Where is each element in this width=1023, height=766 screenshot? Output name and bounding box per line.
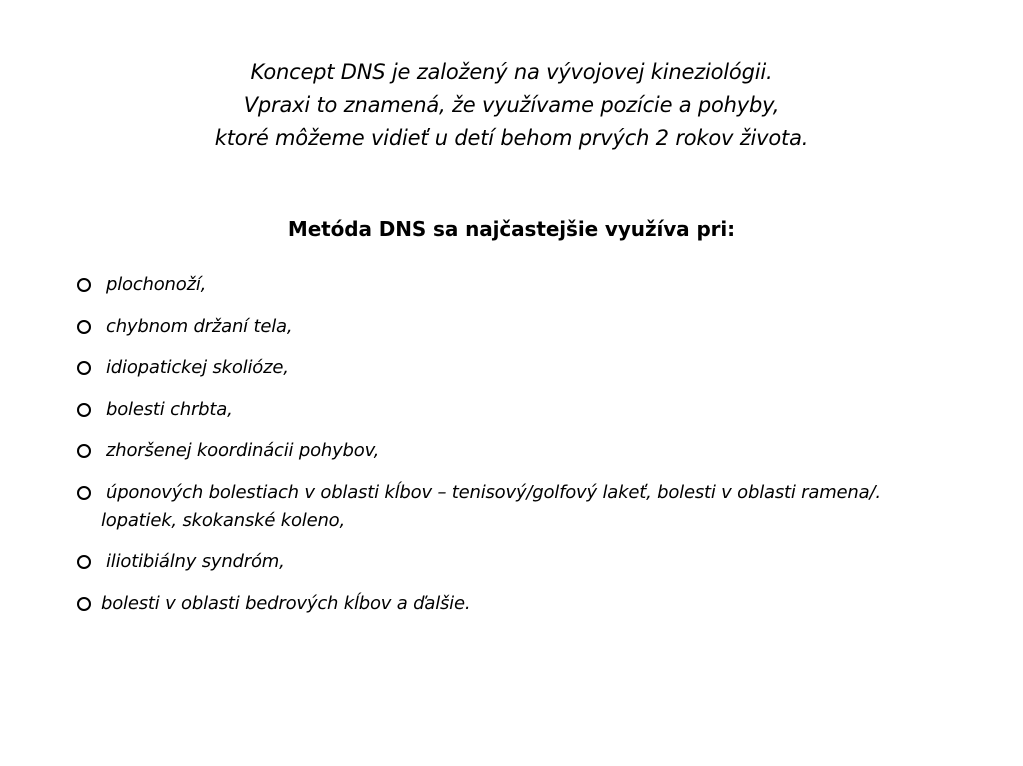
circle-bullet-icon (77, 486, 91, 500)
list-item (75, 548, 955, 576)
intro-line: Koncept DNS je založený na vývojovej kineziológii. (250, 60, 773, 84)
list-item-label: chybnom držaní tela, (106, 315, 293, 337)
circle-bullet-icon (77, 403, 91, 417)
list-item-label: iliotibiálny syndróm, (106, 551, 285, 572)
circle-bullet-icon (77, 361, 91, 375)
list-item-label: bolesti chrbta, (106, 398, 233, 420)
intro-line: Vpraxi to znamená, že využívame pozície a pohyby, (243, 93, 780, 117)
list-item (75, 437, 955, 465)
list-heading: Metóda DNS sa najčastejšie využíva pri: (287, 217, 736, 241)
list-item (75, 354, 955, 382)
intro-paragraph (0, 56, 1023, 155)
list-item (75, 271, 955, 299)
list-item (75, 313, 955, 341)
list-item-label: idiopatickej skolióze, (106, 357, 289, 378)
list-item (75, 479, 955, 535)
list-item-label: plochonoží, (106, 274, 207, 295)
list-item-label: úponových bolestiach v oblasti kĺbov – tenisový/golfový lakeť, bolesti v oblasti ramena/. lopatiek, skokanské koleno, (101, 481, 881, 531)
list-item (75, 590, 955, 618)
list-item (75, 396, 955, 424)
circle-bullet-icon (77, 278, 91, 292)
circle-bullet-icon (77, 555, 91, 569)
circle-bullet-icon (77, 320, 91, 334)
list-item-label: zhoršenej koordinácii pohybov, (106, 440, 380, 461)
list-item-label: bolesti v oblasti bedrových kĺbov a ďalšie. (101, 592, 471, 614)
indication-list (75, 271, 955, 631)
circle-bullet-icon (77, 597, 91, 611)
circle-bullet-icon (77, 444, 91, 458)
intro-line: ktoré môžeme vidieť u detí behom prvých 2 rokov života. (214, 126, 809, 150)
